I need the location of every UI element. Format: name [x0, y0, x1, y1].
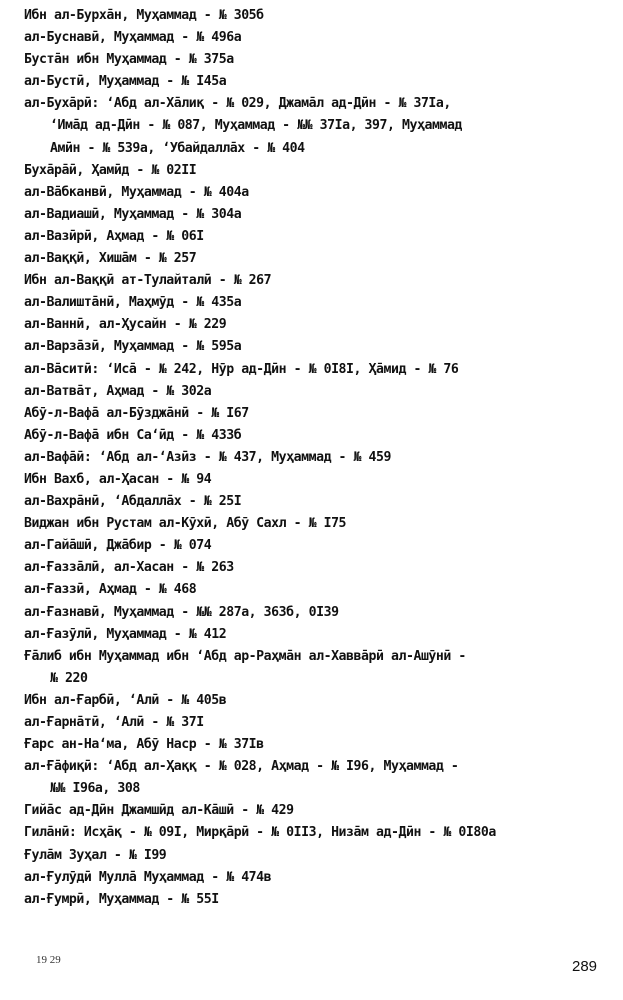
index-entry: ал-Ғарна̄тӣ, ʻАлӣ - № 37I	[24, 715, 204, 730]
index-entry: Абӯ-л-Вафа̄ ал-Бӯзджа̄нӣ - № I67	[24, 405, 249, 421]
index-entry: ал-Вазӣрӣ, Аҳмад - № 06I	[24, 228, 204, 244]
index-entry: Гийа̄с ад-Дӣн Джамшӣд ал-Ка̄шӣ - № 429	[24, 803, 294, 819]
index-entry: ал-Ғазза̄лӣ, ал-Хасан - № 263	[24, 560, 234, 576]
index-entry: Ғарс ан-Наʻма, Абӯ Наср - № 37Iв	[24, 737, 264, 753]
index-entry: ал-Валишта̄нӣ, Маҳмӯд - № 435а	[24, 295, 242, 311]
index-entry: Ибн ал-Ғарбӣ, ʻАлӣ - № 405в	[24, 692, 227, 708]
index-entry: ал-Ваққӣ, Хиша̄м - № 257	[24, 251, 197, 267]
index-entry: ал-Буха̄рӣ: ʻАбд ал-Ха̄лиқ - № 029, Джама̄л ад-Дӣн - № 37Iа,	[24, 96, 451, 112]
name-index	[24, 5, 614, 911]
index-entry: Ибн ал-Бурха̄н, Муҳаммад - № 305б	[24, 8, 264, 23]
index-entry-continuation: № 220	[50, 670, 88, 686]
index-entry: ал-Ғазӯлӣ, Муҳаммад - № 412	[24, 626, 227, 642]
index-entry-continuation: Амӣн - № 539а, ʻУбайдалла̄х - № 404	[50, 140, 305, 156]
index-entry: ал-Ғазнавӣ, Муҳаммад - №№ 287а, 363б, 0I39	[24, 604, 339, 620]
index-entry: ал-Ғумрӣ, Муҳаммад - № 55I	[24, 891, 219, 907]
index-entry: Абӯ-л-Вафа̄ ибн Саʻӣд - № 433б	[24, 427, 242, 443]
index-entry: Виджан ибн Рустам ал-Кӯхӣ, Абӯ Сахл - № I75	[24, 516, 347, 532]
index-entry: ал-Бустӣ, Муҳаммад - № I45а	[24, 74, 227, 90]
page-number: 289	[572, 958, 598, 975]
index-entry: Ғула̄м Зуҳал - № I99	[24, 847, 167, 863]
index-entry-continuation: №№ I96а, 308	[50, 781, 140, 797]
index-entry: ал-Вафа̄ӣ: ʻАбд ал-ʻАзӣз - № 437, Муҳаммад - № 459	[24, 449, 391, 465]
printer-signature-mark: 19 29	[36, 954, 61, 966]
index-entry: ал-Ва̄бканвӣ, Муҳаммад - № 404а	[24, 184, 249, 200]
index-entry: ал-Ғаззӣ, Аҳмад - № 468	[24, 582, 197, 598]
index-entry: Гила̄нӣ: Исҳа̄қ - № 09I, Мирқа̄рӣ - № 0II3, Низа̄м ад-Дӣн - № 0I80а	[24, 825, 496, 841]
index-entry: Ибн Вахб, ал-Ҳасан - № 94	[24, 471, 212, 487]
index-entry: ал-Ға̄фиқӣ: ʻАбд ал-Ҳаққ - № 028, Аҳмад - № I96, Муҳаммад -	[24, 759, 459, 775]
index-entry: Ибн ал-Ваққӣ ат-Тулайталӣ - № 267	[24, 273, 272, 289]
index-entry-continuation: ʻИма̄д ад-Дӣн - № 087, Муҳаммад - №№ 37Iа, 397, Муҳаммад	[50, 118, 462, 134]
index-entry: ал-Гайа̄шӣ, Джа̄бир - № 074	[24, 538, 212, 554]
index-entry: ал-Ғулӯдӣ Мулла̄ Муҳаммад - № 474в	[24, 869, 272, 885]
index-entry: ал-Ватва̄т, Аҳмад - № 302а	[24, 383, 212, 399]
index-entry: ал-Вадиашӣ, Муҳаммад - № 304а	[24, 206, 242, 222]
index-entry: ал-Варза̄зӣ, Муҳаммад - № 595а	[24, 339, 242, 355]
index-entry: Буста̄н ибн Муҳаммад - № 375а	[24, 52, 234, 68]
index-entry: Буха̄ра̄ӣ, Ҳамӣд - № 02II	[24, 162, 197, 178]
index-entry: ал-Вахра̄нӣ, ʻАбдалла̄х - № 25I	[24, 494, 242, 510]
index-entry: ал-Ваннӣ, ал-Ҳусайн - № 229	[24, 317, 227, 333]
index-entry: ал-Ва̄ситӣ: ʻИса̄ - № 242, Нӯр ад-Дӣн - № 0I8I, Ҳа̄мид - № 76	[24, 361, 459, 377]
index-entry: ал-Буснавӣ, Муҳаммад - № 496а	[24, 30, 242, 46]
index-entry: Ға̄либ ибн Муҳаммад ибн ʻАбд ар-Раҳма̄н ал-Хавва̄рӣ ал-Ашӯнӣ -	[24, 648, 466, 664]
